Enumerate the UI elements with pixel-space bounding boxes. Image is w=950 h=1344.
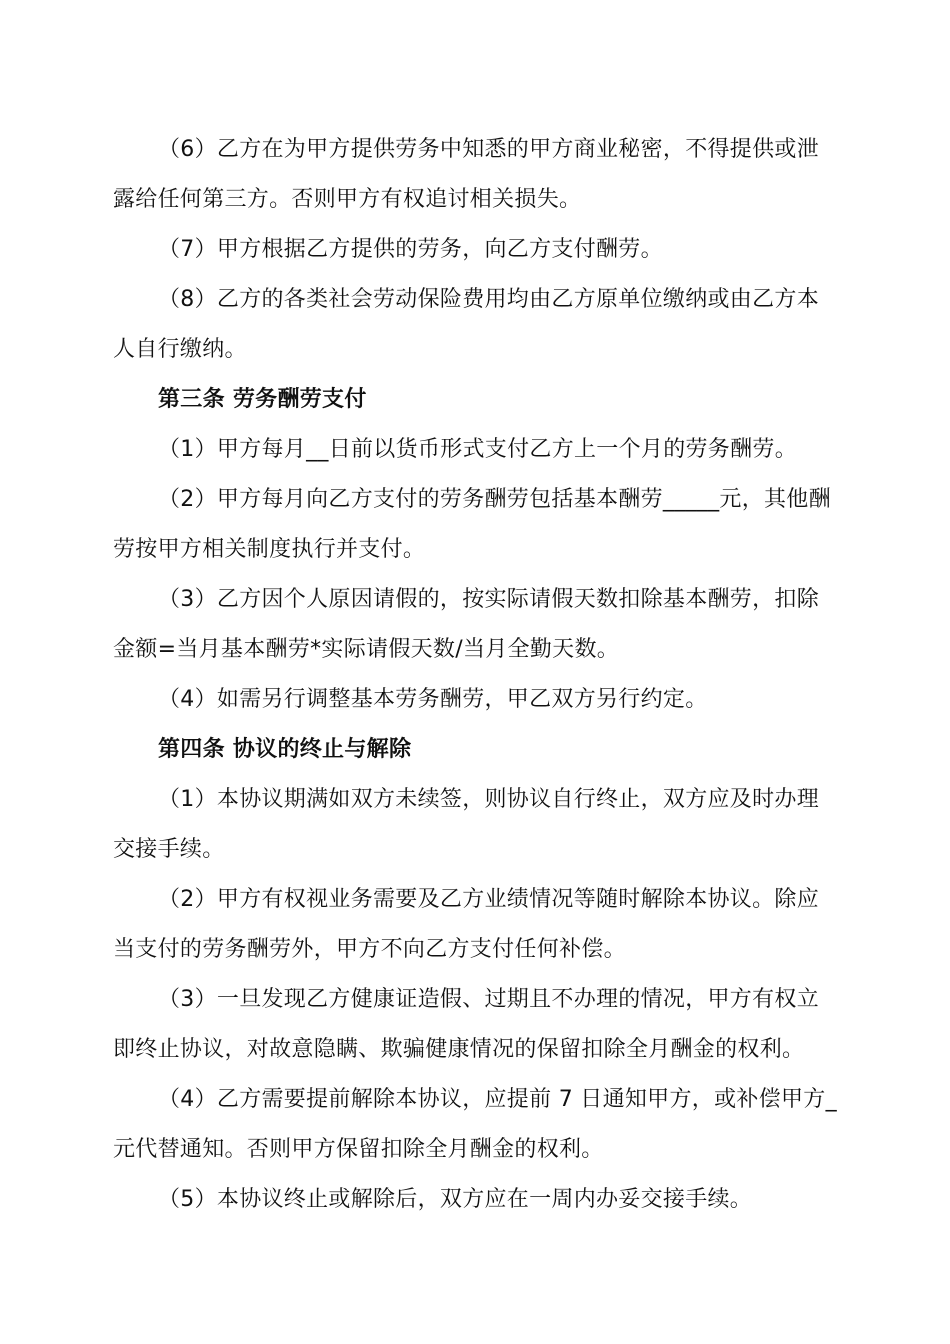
text-line: 交接手续。 — [113, 837, 225, 862]
clause-4-1-line-2 — [0, 835, 950, 865]
text-line: （3）一旦发现乙方健康证造假、过期且不办理的情况，甲方有权立 — [158, 987, 819, 1012]
text-line: 金额=当月基本酬劳*实际请假天数/当月全勤天数。 — [113, 637, 620, 662]
clause-3-1 — [0, 435, 950, 465]
text-line: 露给任何第三方。否则甲方有权追讨相关损失。 — [113, 187, 582, 212]
clause-3-4 — [0, 685, 950, 715]
clause-3-2-line-1 — [0, 485, 950, 515]
clause-2-8-line-1 — [0, 285, 950, 315]
text-line: （2）甲方每月向乙方支付的劳务酬劳包括基本酬劳_____元，其他酬 — [158, 487, 831, 512]
clause-2-6-line-2 — [0, 185, 950, 215]
clause-4-4-line-2 — [0, 1135, 950, 1165]
clause-2-6-line-1 — [0, 135, 950, 165]
text-line: （1）甲方每月__日前以货币形式支付乙方上一个月的劳务酬劳。 — [158, 437, 797, 462]
text-line: （5）本协议终止或解除后，双方应在一周内办妥交接手续。 — [158, 1187, 753, 1212]
section-3-heading — [0, 385, 950, 415]
text-line: 人自行缴纳。 — [113, 337, 247, 362]
text-line: （4）乙方需要提前解除本协议，应提前 7 日通知甲方，或补偿甲方_ — [158, 1087, 837, 1112]
text-line: （6）乙方在为甲方提供劳务中知悉的甲方商业秘密，不得提供或泄 — [158, 137, 819, 162]
text-line: （8）乙方的各类社会劳动保险费用均由乙方原单位缴纳或由乙方本 — [158, 287, 819, 312]
clause-4-5 — [0, 1185, 950, 1215]
clause-3-3-line-1 — [0, 585, 950, 615]
text-line: 即终止协议，对故意隐瞒、欺骗健康情况的保留扣除全月酬金的权利。 — [113, 1037, 805, 1062]
text-line: （2）甲方有权视业务需要及乙方业绩情况等随时解除本协议。除应 — [158, 887, 819, 912]
clause-4-4-line-1 — [0, 1085, 950, 1115]
text-line: （4）如需另行调整基本劳务酬劳，甲乙双方另行约定。 — [158, 687, 708, 712]
clause-2-8-line-2 — [0, 335, 950, 365]
text-line: （3）乙方因个人原因请假的，按实际请假天数扣除基本酬劳，扣除 — [158, 587, 819, 612]
clause-4-2-line-1 — [0, 885, 950, 915]
clause-4-2-line-2 — [0, 935, 950, 965]
text-line: 当支付的劳务酬劳外，甲方不向乙方支付任何补偿。 — [113, 937, 626, 962]
section-heading: 第四条 协议的终止与解除 — [158, 737, 412, 762]
section-heading: 第三条 劳务酬劳支付 — [158, 387, 367, 412]
text-line: （1）本协议期满如双方未续签，则协议自行终止，双方应及时办理 — [158, 787, 819, 812]
clause-4-3-line-1 — [0, 985, 950, 1015]
clause-4-3-line-2 — [0, 1035, 950, 1065]
clause-2-7 — [0, 235, 950, 265]
clause-4-1-line-1 — [0, 785, 950, 815]
section-4-heading — [0, 735, 950, 765]
clause-3-3-line-2 — [0, 635, 950, 665]
text-line: （7）甲方根据乙方提供的劳务，向乙方支付酬劳。 — [158, 237, 663, 262]
clause-3-2-line-2 — [0, 535, 950, 565]
text-line: 元代替通知。否则甲方保留扣除全月酬金的权利。 — [113, 1137, 604, 1162]
text-line: 劳按甲方相关制度执行并支付。 — [113, 537, 426, 562]
